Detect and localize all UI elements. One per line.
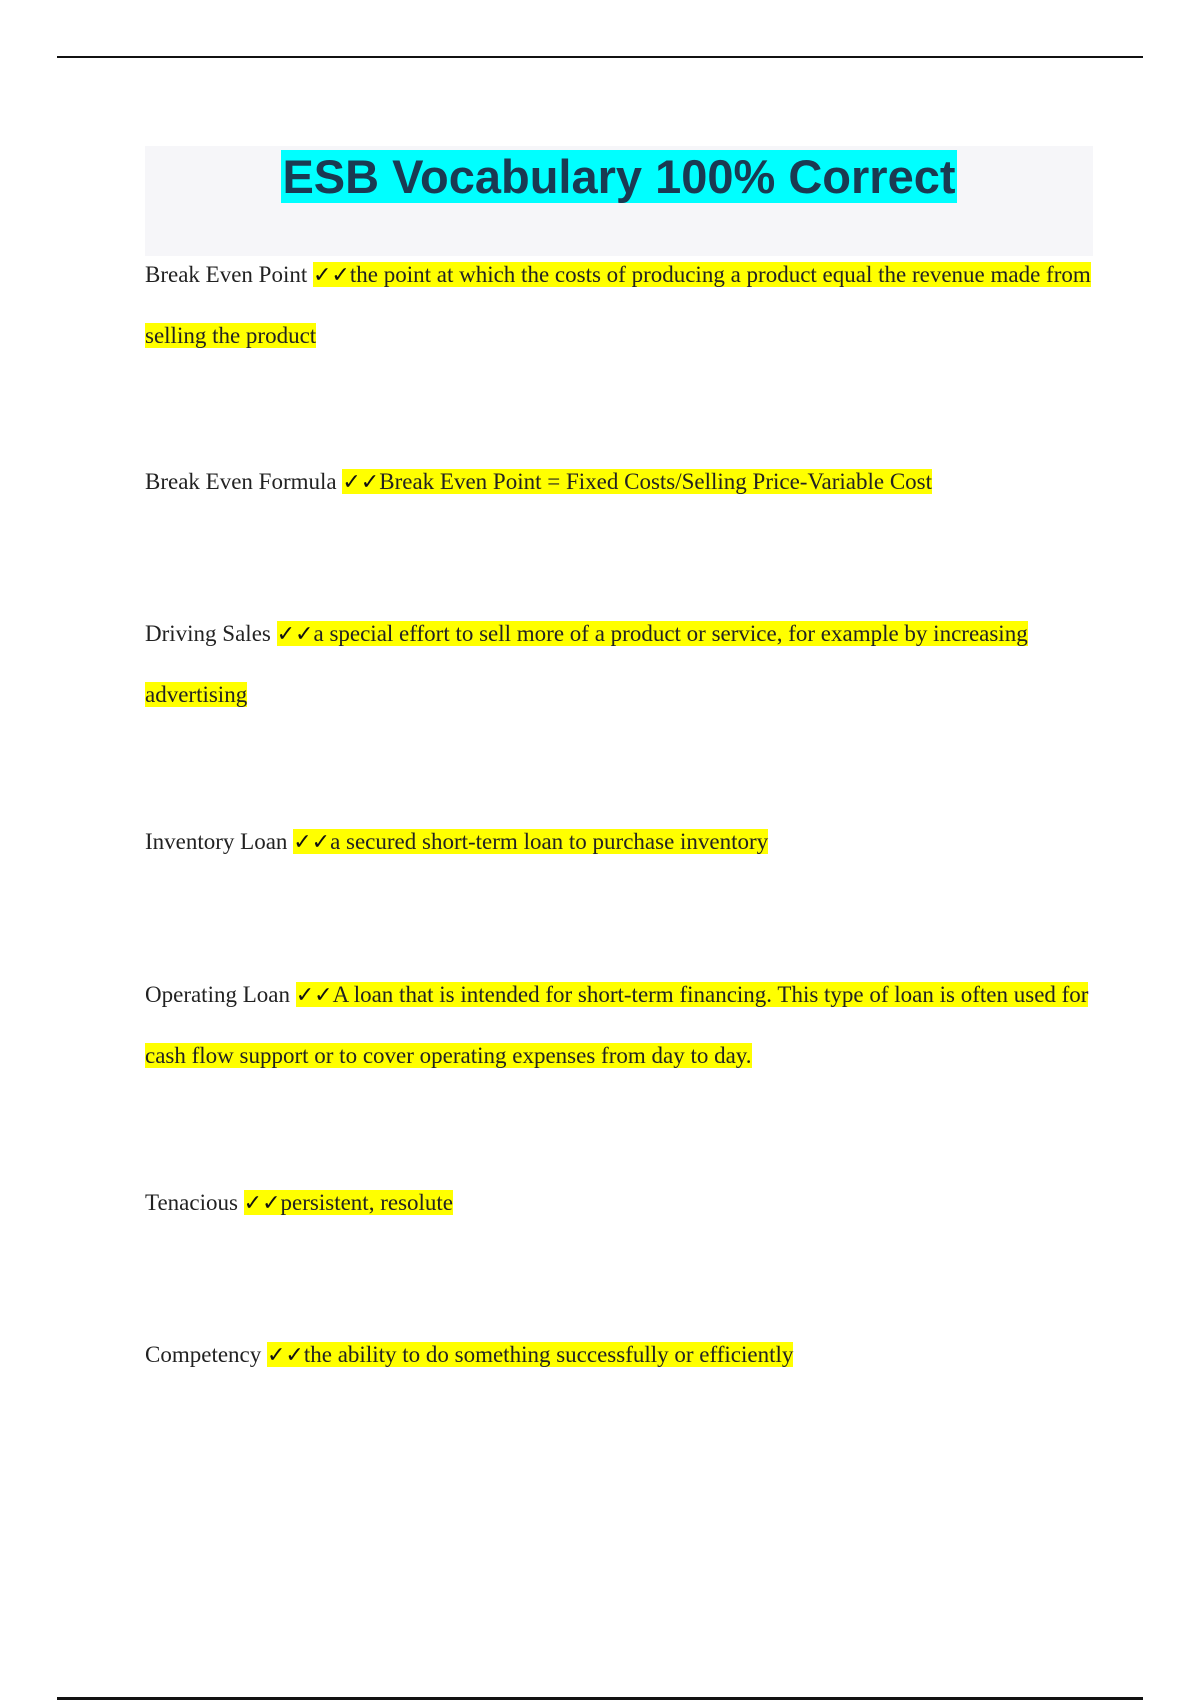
vocab-entry xyxy=(145,1325,1093,1386)
page-title xyxy=(145,146,1093,205)
double-check-icon: ✓✓ xyxy=(243,1191,281,1216)
entry-definition: the point at which the costs of producing a product equal the revenue made from selling the product xyxy=(145,262,1091,348)
page-title-text: ESB Vocabulary 100% Correct xyxy=(282,150,956,203)
entry-definition: Break Even Point = Fixed Costs/Selling Price-Variable Cost xyxy=(379,469,933,494)
entry-definition: persistent, resolute xyxy=(280,1190,454,1215)
vocab-entry xyxy=(145,452,1093,513)
double-check-icon: ✓✓ xyxy=(276,622,314,647)
vocab-entry xyxy=(145,965,1093,1086)
vocab-entry xyxy=(145,1173,1093,1234)
entry-term: Competency xyxy=(145,1342,262,1367)
double-check-icon: ✓✓ xyxy=(342,470,380,495)
double-check-icon: ✓✓ xyxy=(295,983,333,1008)
entry-term: Break Even Point xyxy=(145,262,308,287)
vocab-entry xyxy=(145,245,1093,366)
entry-definition: a secured short-term loan to purchase inventory xyxy=(330,829,769,854)
entry-term: Operating Loan xyxy=(145,982,290,1007)
entry-term: Driving Sales xyxy=(145,621,271,646)
vocab-entry xyxy=(145,604,1093,725)
entry-term: Inventory Loan xyxy=(145,829,288,854)
vocab-entry xyxy=(145,812,1093,873)
header-rule xyxy=(57,56,1143,58)
double-check-icon: ✓✓ xyxy=(293,830,331,855)
entry-term: Break Even Formula xyxy=(145,469,337,494)
entry-definition: A loan that is intended for short-term financing. This type of loan is often used for cash flow support or to cover operating expenses from day to day. xyxy=(145,982,1089,1068)
entry-definition: the ability to do something successfully or efficiently xyxy=(303,1342,794,1367)
double-check-icon: ✓✓ xyxy=(313,263,350,288)
entry-term: Tenacious xyxy=(145,1190,238,1215)
title-band xyxy=(145,146,1093,256)
entry-definition: a special effort to sell more of a product or service, for example by increasing advertising xyxy=(145,621,1028,707)
double-check-icon: ✓✓ xyxy=(267,1343,304,1368)
